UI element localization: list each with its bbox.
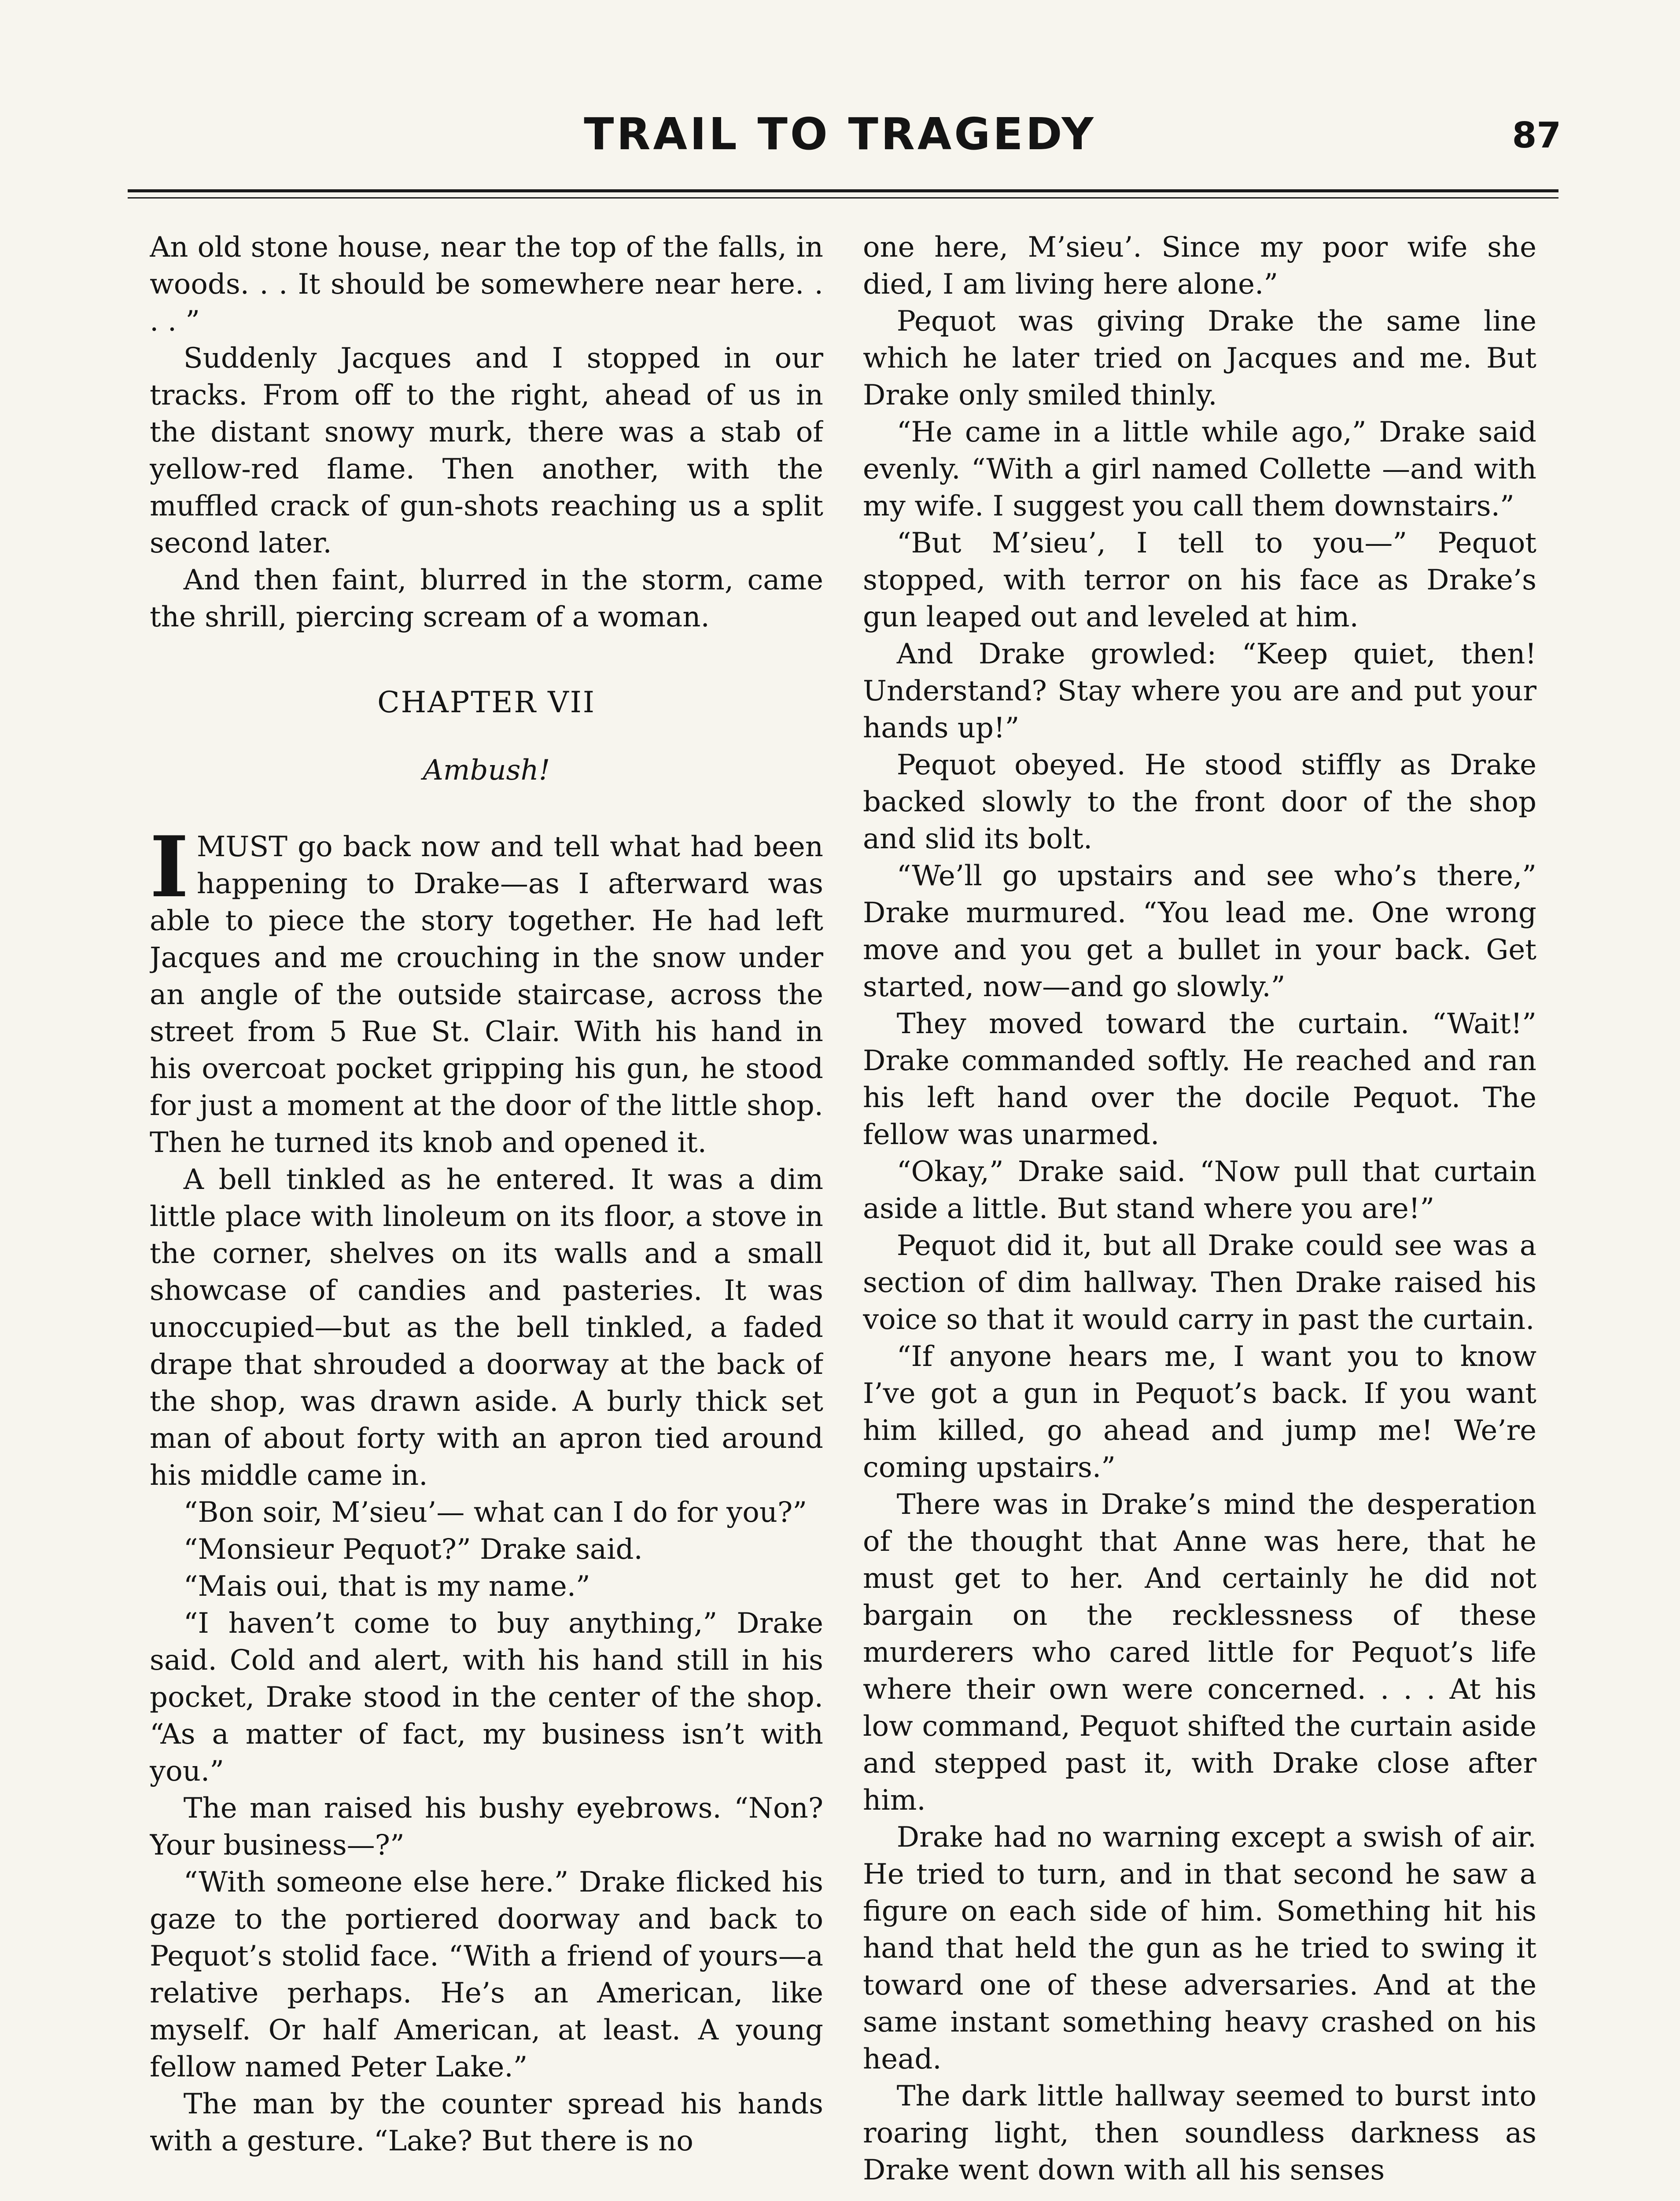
paragraph: “Bon soir, M’sieu’— what can I do for you?”: [183, 1496, 807, 1529]
right-column: [863, 229, 1536, 2201]
chapter-heading: CHAPTER VII: [377, 685, 596, 719]
dropcap-paragraph-text: MUST go back now and tell what had been happening to Drake—as I afterward was able to piece the story together. He had left Jacques and me crouching in the snow under an angle of the outside staircase, across the street from 5 Rue St. Clair. With his hand in his overcoat pocket gripping his gun, he stood for just a moment at the door of the little shop. Then he turned its knob and opened it.: [150, 831, 823, 1159]
paragraph: “Mais oui, that is my name.”: [183, 1570, 590, 1603]
paragraph: one here, M’sieu’. Since my poor wife she died, I am living here alone.”: [863, 231, 1536, 301]
paragraph: Pequot did it, but all Drake could see was a section of dim hallway. Then Drake raised his voice so that it would carry in past the curtain.: [863, 1229, 1536, 1336]
paragraph: “Okay,” Drake said. “Now pull that curtain aside a little. But stand where you are!”: [863, 1156, 1536, 1225]
paragraph: “But M’sieu’, I tell to you—” Pequot stopped, with terror on his face as Drake’s gun leaped out and leveled at him.: [863, 527, 1536, 633]
paragraph: An old stone house, near the top of the falls, in woods. . . It should be somewhere near here. . . . ”: [150, 231, 823, 338]
paragraph: There was in Drake’s mind the desperation of the thought that Anne was here, that he must get to her. And certainly he did not bargain on the recklessness of these murderers who cared little for Pequot’s life where their own were concerned. . . . At his low command, Pequot shifted the curtain aside and stepped past it, with Drake close after him.: [863, 1488, 1536, 1817]
paragraph: The dark little hallway seemed to burst into roaring light, then soundless darkness as Drake went down with all his senses: [863, 2080, 1536, 2186]
paragraph: “He came in a little while ago,” Drake said evenly. “With a girl named Collette —and with my wife. I suggest you call them downstairs.”: [863, 416, 1536, 523]
paragraph: Pequot obeyed. He stood stiffly as Drake backed slowly to the front door of the shop and slid its bolt.: [863, 749, 1536, 855]
drop-cap: I: [150, 818, 189, 916]
paragraph: “With someone else here.” Drake flicked his gaze to the portiered doorway and back to Pequot’s stolid face. “With a friend of yours—a relative perhaps. He’s an American, like myself. Or half American, at least. A young fellow named Peter Lake.”: [150, 1866, 823, 2083]
paragraph: “I haven’t come to buy anything,” Drake said. Cold and alert, with his hand still in his pocket, Drake stood in the center of the shop. “As a matter of fact, my business isn’t with you.”: [150, 1607, 823, 1788]
paragraph: “We’ll go upstairs and see who’s there,” Drake murmured. “You lead me. One wrong move and you get a bullet in your back. Get started, now—and go slowly.”: [863, 860, 1536, 1003]
paragraph: The man by the counter spread his hands with a gesture. “Lake? But there is no: [150, 2088, 823, 2157]
dropcap-paragraph: [150, 818, 823, 1161]
header-rule-thick: [128, 189, 1558, 192]
paragraph: Drake had no warning except a swish of air. He tried to turn, and in that second he saw a figure on each side of him. Something hit his hand that held the gun as he tried to swing it toward one of these adversaries. And at the same instant something heavy crashed on his head.: [863, 1821, 1536, 2076]
left-column: [150, 229, 823, 2201]
header-rule-thin: [128, 197, 1558, 199]
paragraph: They moved toward the curtain. “Wait!” Drake commanded softly. He reached and ran his left hand over the docile Pequot. The fellow was unarmed.: [863, 1008, 1536, 1151]
paragraph: The man raised his bushy eyebrows. “Non? Your business—?”: [150, 1792, 823, 1862]
running-title: TRAIL TO TRAGEDY: [584, 108, 1096, 160]
paragraph: A bell tinkled as he entered. It was a dim little place with linoleum on its floor, a stove in the corner, shelves on its walls and a small showcase of candies and pasteries. It was unoccupied—but as the bell tinkled, a faded drape that shrouded a doorway at the back of the shop, was drawn aside. A burly thick set man of about forty with an apron tied around his middle came in.: [150, 1163, 823, 1492]
page-number: 87: [1512, 115, 1561, 156]
paragraph: Pequot was giving Drake the same line which he later tried on Jacques and me. But Drake only smiled thinly.: [863, 305, 1536, 412]
paragraph: “If anyone hears me, I want you to know I’ve got a gun in Pequot’s back. If you want him killed, go ahead and jump me! We’re coming upstairs.”: [863, 1340, 1536, 1484]
paragraph: “Monsieur Pequot?” Drake said.: [183, 1533, 643, 1566]
paragraph: And Drake growled: “Keep quiet, then! Understand? Stay where you are and put your hands up!”: [863, 638, 1536, 744]
chapter-subtitle: Ambush!: [423, 754, 550, 787]
paragraph: Suddenly Jacques and I stopped in our tracks. From off to the right, ahead of us in the distant snowy murk, there was a stab of yellow-red flame. Then another, with the muffled crack of gun-shots reaching us a split second later.: [150, 342, 823, 559]
paragraph: And then faint, blurred in the storm, came the shrill, piercing scream of a woman.: [150, 564, 823, 633]
